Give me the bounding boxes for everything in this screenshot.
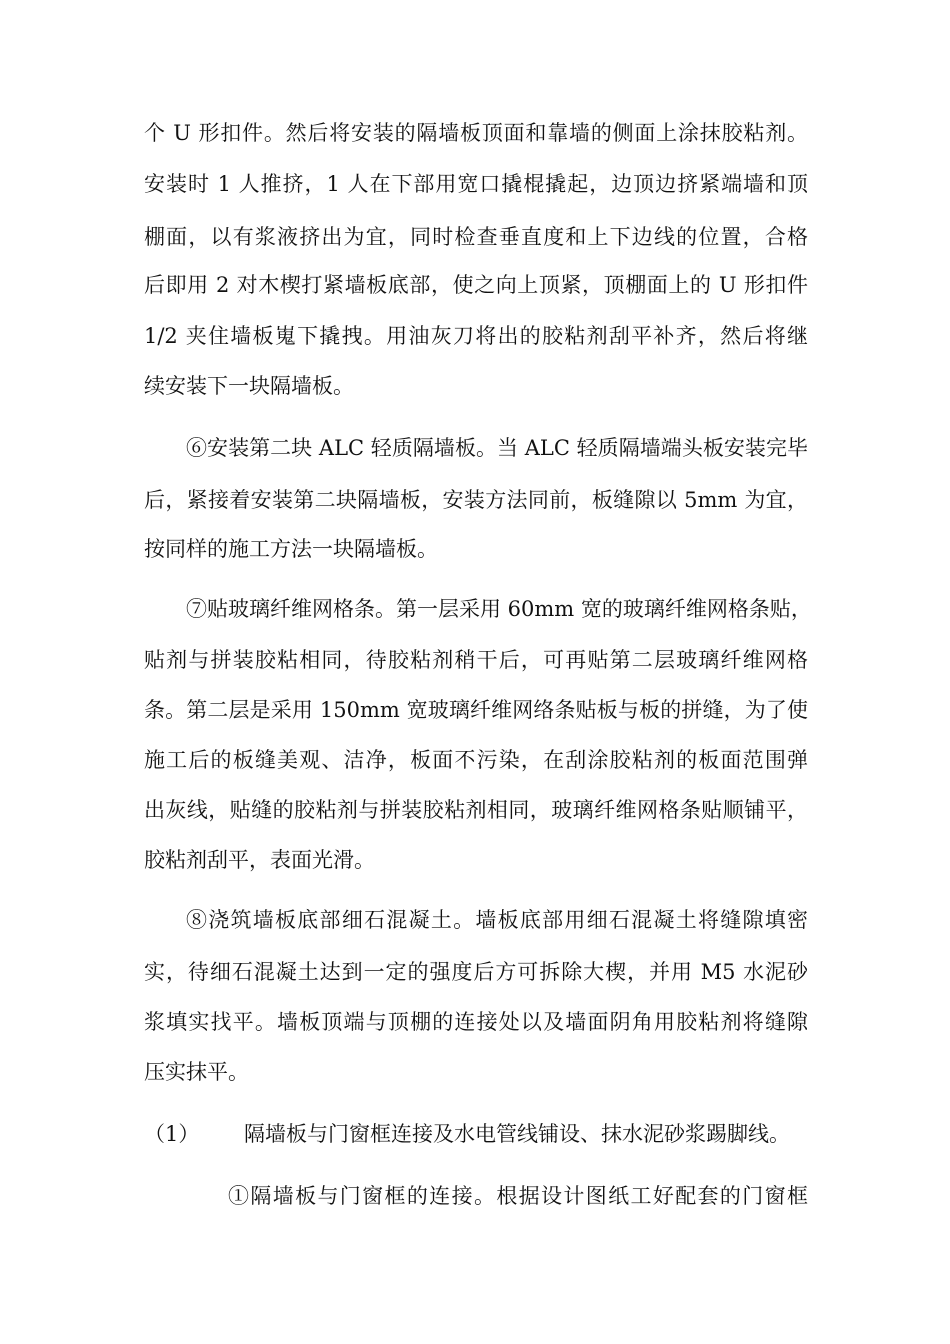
paragraph-3-line-2: 贴剂与拼装胶粘相同，待胶粘剂稍干后，可再贴第二层玻璃纤维网格 [144, 648, 808, 672]
section-heading [144, 1119, 808, 1149]
paragraph-3-line-6: 胶粘剂刮平，表面光滑。 [144, 848, 375, 872]
paragraph-3-line-5: 出灰线，贴缝的胶粘剂与拼装胶粘剂相同，玻璃纤维网格条贴顺铺平， [144, 798, 808, 822]
section-number: （1） [144, 1122, 200, 1146]
paragraph-3-line-4: 施工后的板缝美观、洁净，板面不污染，在刮涂胶粘剂的板面范围弹 [144, 748, 808, 772]
paragraph-2-line-1: ⑥安装第二块 ALC 轻质隔墙板。当 ALC 轻质隔墙端头板安装完毕 [186, 436, 808, 460]
paragraph-5-line-1: ①隔墙板与门窗框的连接。根据设计图纸工好配套的门窗框 [228, 1184, 808, 1208]
paragraph-1-line-3: 棚面，以有浆液挤出为宜，同时检查垂直度和上下边线的位置，合格 [144, 225, 808, 249]
paragraph-2-line-3: 按同样的施工方法一块隔墙板。 [144, 537, 438, 561]
paragraph-2-line-2: 后，紧接着安装第二块隔墙板，安装方法同前，板缝隙以 5mm 为宜， [144, 488, 808, 512]
paragraph-4-line-1: ⑧浇筑墙板底部细石混凝土。墙板底部用细石混凝土将缝隙填密 [186, 908, 808, 932]
paragraph-1-line-5: 1/2 夹住墙板嵬下撬拽。用油灰刀将出的胶粘剂刮平补齐，然后将继 [144, 324, 808, 348]
paragraph-4-line-3: 浆填实找平。墙板顶端与顶棚的连接处以及墙面阴角用胶粘剂将缝隙 [144, 1010, 808, 1034]
paragraph-4-line-4: 压实抹平。 [144, 1060, 249, 1084]
paragraph-1-line-2: 安装时 1 人推挤，1 人在下部用宽口撬棍撬起，边顶边挤紧端墙和顶 [144, 172, 808, 196]
paragraph-1-line-6: 续安装下一块隔墙板。 [144, 374, 354, 398]
paragraph-1-line-1: 个 U 形扣件。然后将安装的隔墙板顶面和靠墙的侧面上涂抹胶粘剂。 [144, 121, 808, 145]
section-title: 隔墙板与门窗框连接及水电管线铺设、抹水泥砂浆踢脚线。 [244, 1122, 790, 1146]
paragraph-1-line-4: 后即用 2 对木楔打紧墙板底部，使之向上顶紧，顶棚面上的 U 形扣件 [144, 273, 808, 297]
paragraph-3-line-3: 条。第二层是采用 150mm 宽玻璃纤维网络条贴板与板的拼缝，为了使 [144, 698, 808, 722]
paragraph-3-line-1: ⑦贴玻璃纤维网格条。第一层采用 60mm 宽的玻璃纤维网格条贴， [186, 597, 812, 621]
paragraph-4-line-2: 实，待细石混凝土达到一定的强度后方可拆除大楔，并用 M5 水泥砂 [144, 960, 808, 984]
